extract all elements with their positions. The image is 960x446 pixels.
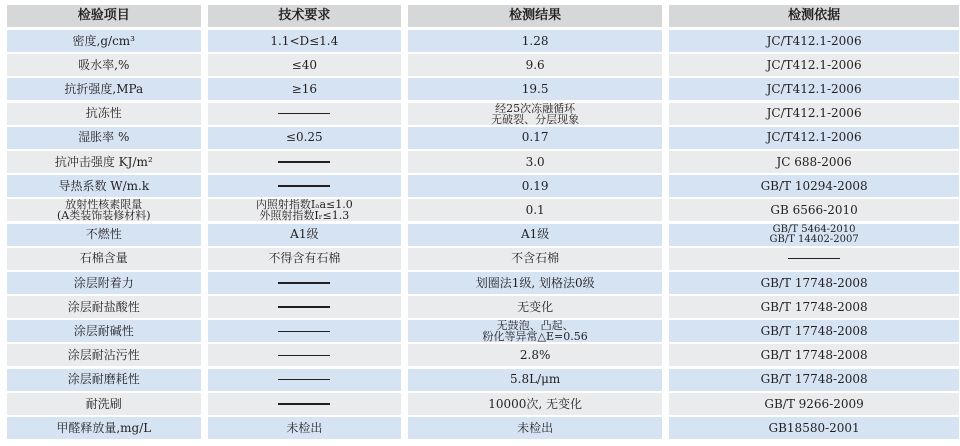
dash-line (278, 355, 330, 357)
cell-text: GB/T 9266-2009 (764, 396, 864, 411)
result-cell (408, 393, 662, 415)
test-item-cell (7, 199, 201, 221)
requirement-cell (208, 199, 402, 221)
cell-text: 9.6 (525, 57, 545, 72)
cell-text: 不得含有石棉 (268, 251, 341, 266)
cell-text: 无变化 (517, 299, 554, 314)
cell-text: JC 688-2006 (776, 154, 852, 169)
requirement-cell (208, 296, 402, 318)
requirement-cell (208, 393, 402, 415)
cell-text: GB 6566-2010 (770, 203, 858, 218)
standard-cell (669, 151, 959, 173)
table-header-row (7, 5, 959, 27)
cell-text: JC/T412.1-2006 (766, 106, 862, 121)
result-cell (408, 151, 662, 173)
requirement-cell (208, 151, 402, 173)
cell-text-line: GB/T 5464-2010 (772, 223, 856, 235)
cell-text: 抗冲击强度 KJ/m² (54, 154, 153, 169)
cell-text: 未检出 (286, 420, 323, 435)
cell-text-line: 粉化等异常△E=0.56 (482, 330, 588, 343)
dash-line (278, 379, 330, 381)
cell-text: ≤40 (291, 57, 317, 72)
requirement-cell (208, 103, 402, 125)
requirement-cell (208, 30, 402, 52)
cell-text: GB/T 17748-2008 (760, 372, 868, 387)
cell-text: 涂层耐碱性 (73, 323, 134, 338)
cell-text: GB/T 17748-2008 (760, 323, 868, 338)
result-cell (408, 127, 662, 149)
cell-text: 3.0 (525, 154, 545, 169)
test-item-cell (7, 175, 201, 197)
requirement-cell (208, 272, 402, 294)
cell-text: 不含石棉 (511, 251, 560, 266)
test-item-cell (7, 103, 201, 125)
table-row (7, 175, 959, 197)
result-cell (408, 199, 662, 221)
cell-text: GB18580-2001 (768, 420, 860, 435)
table-row (7, 393, 959, 415)
cell-text: 10000次, 无变化 (488, 396, 583, 411)
cell-text: JC/T412.1-2006 (766, 130, 862, 145)
cell-text: 涂层附着力 (73, 275, 134, 290)
table-row (7, 30, 959, 52)
table-row (7, 272, 959, 294)
test-item-cell (7, 296, 201, 318)
requirement-cell (208, 320, 402, 342)
cell-text: 1.1<D≤1.4 (270, 33, 339, 48)
requirement-cell (208, 78, 402, 100)
cell-text: 甲醛释放量,mg/L (56, 420, 152, 435)
cell-text: 抗冻性 (85, 106, 122, 121)
test-item-cell (7, 393, 201, 415)
cell-text: ≤0.25 (285, 130, 323, 145)
cell-text: 抗折强度,MPa (64, 82, 144, 97)
standard-cell (669, 344, 959, 366)
cell-text: 1.28 (521, 33, 549, 48)
requirement-cell (208, 175, 402, 197)
dash-line (278, 403, 330, 405)
test-item-cell (7, 224, 201, 246)
result-cell (408, 175, 662, 197)
result-cell (408, 103, 662, 125)
table-row (7, 248, 959, 270)
header-test-item: 检验项目 (7, 5, 201, 27)
table-row (7, 151, 959, 173)
header-requirement: 技术要求 (208, 5, 402, 27)
cell-text: GB/T 17748-2008 (760, 299, 868, 314)
cell-text: GB/T 10294-2008 (760, 178, 868, 193)
header-result: 检测结果 (408, 5, 662, 27)
test-item-cell (7, 78, 201, 100)
cell-text-line: 经25次冻融循环 (495, 102, 576, 115)
standard-cell (669, 224, 959, 246)
test-results-table (7, 5, 959, 441)
cell-text: 吸水率,% (78, 57, 130, 72)
cell-text: 涂层耐磨耗性 (67, 372, 140, 387)
requirement-cell (208, 127, 402, 149)
test-item-cell (7, 127, 201, 149)
test-item-cell (7, 344, 201, 366)
standard-cell (669, 78, 959, 100)
dash-line (278, 306, 330, 308)
table-row (7, 224, 959, 246)
cell-text: 划圈法1级, 划格法0级 (475, 275, 595, 290)
table-row (7, 78, 959, 100)
standard-cell (669, 320, 959, 342)
cell-text: 未检出 (517, 420, 554, 435)
dash-line (278, 161, 330, 163)
table-row (7, 320, 959, 342)
test-item-cell (7, 320, 201, 342)
cell-text-line: GB/T 14402-2007 (769, 233, 859, 245)
cell-text: GB/T 17748-2008 (760, 275, 868, 290)
standard-cell (669, 393, 959, 415)
dash-line (278, 282, 330, 284)
standard-cell (669, 103, 959, 125)
standard-cell (669, 30, 959, 52)
result-cell (408, 320, 662, 342)
standard-cell (669, 54, 959, 76)
cell-text: 19.5 (521, 82, 549, 97)
test-item-cell (7, 272, 201, 294)
cell-text: 密度,g/cm³ (72, 33, 135, 48)
test-item-cell (7, 248, 201, 270)
cell-text: 涂层耐盐酸性 (67, 299, 140, 314)
standard-cell (669, 175, 959, 197)
test-item-cell (7, 369, 201, 391)
requirement-cell (208, 54, 402, 76)
table-row (7, 344, 959, 366)
requirement-cell (208, 248, 402, 270)
result-cell (408, 344, 662, 366)
cell-text: 0.17 (521, 130, 549, 145)
cell-text-line: 放射性核素限量 (65, 199, 143, 212)
cell-text: 5.8L/μm (510, 372, 561, 387)
cell-text-line: 无鼓泡、凸起、 (496, 320, 574, 333)
standard-cell (669, 272, 959, 294)
standard-cell (669, 417, 959, 439)
cell-text: ≥16 (291, 82, 317, 97)
result-cell (408, 30, 662, 52)
test-item-cell (7, 151, 201, 173)
requirement-cell (208, 224, 402, 246)
header-standard: 检测依据 (669, 5, 959, 27)
standard-cell (669, 296, 959, 318)
table-row (7, 199, 959, 221)
requirement-cell (208, 369, 402, 391)
table-row (7, 127, 959, 149)
standard-cell (669, 248, 959, 270)
table-body (7, 30, 959, 439)
cell-text: JC/T412.1-2006 (766, 57, 862, 72)
result-cell (408, 417, 662, 439)
cell-text-line: (A类装饰装修材料) (57, 209, 151, 222)
result-cell (408, 296, 662, 318)
cell-text: 0.1 (525, 203, 545, 218)
dash-line (278, 331, 330, 333)
cell-text: JC/T412.1-2006 (766, 33, 862, 48)
dash-line (278, 113, 330, 115)
table-row (7, 369, 959, 391)
result-cell (408, 54, 662, 76)
cell-text: 导热系数 W/m.k (58, 178, 150, 193)
cell-text-line: 内照射指数Iₐa≤1.0 (255, 199, 353, 212)
cell-text: 涂层耐沾污性 (67, 348, 140, 363)
cell-text: A1级 (290, 227, 319, 242)
test-item-cell (7, 417, 201, 439)
result-cell (408, 369, 662, 391)
table-row (7, 417, 959, 439)
cell-text: GB/T 17748-2008 (760, 348, 868, 363)
standard-cell (669, 199, 959, 221)
table-row (7, 54, 959, 76)
cell-text: A1级 (520, 227, 550, 242)
test-item-cell (7, 30, 201, 52)
cell-text: 湿胀率 % (78, 130, 130, 145)
table-row (7, 296, 959, 318)
requirement-cell (208, 417, 402, 439)
test-item-cell (7, 54, 201, 76)
result-cell (408, 248, 662, 270)
standard-cell (669, 369, 959, 391)
cell-text: 0.19 (521, 178, 549, 193)
cell-text: 耐洗刷 (85, 396, 122, 411)
table-row (7, 103, 959, 125)
dash-line (788, 258, 840, 260)
cell-text-line: 无破裂、分层现象 (491, 112, 580, 125)
cell-text: 不燃性 (85, 227, 122, 242)
cell-text: JC/T412.1-2006 (766, 82, 862, 97)
requirement-cell (208, 344, 402, 366)
cell-text: 石棉含量 (79, 251, 128, 266)
result-cell (408, 78, 662, 100)
cell-text-line: 外照射指数Iᵣ≤1.3 (259, 209, 350, 222)
result-cell (408, 272, 662, 294)
result-cell (408, 224, 662, 246)
standard-cell (669, 127, 959, 149)
cell-text: 2.8% (519, 348, 551, 363)
dash-line (278, 185, 330, 187)
